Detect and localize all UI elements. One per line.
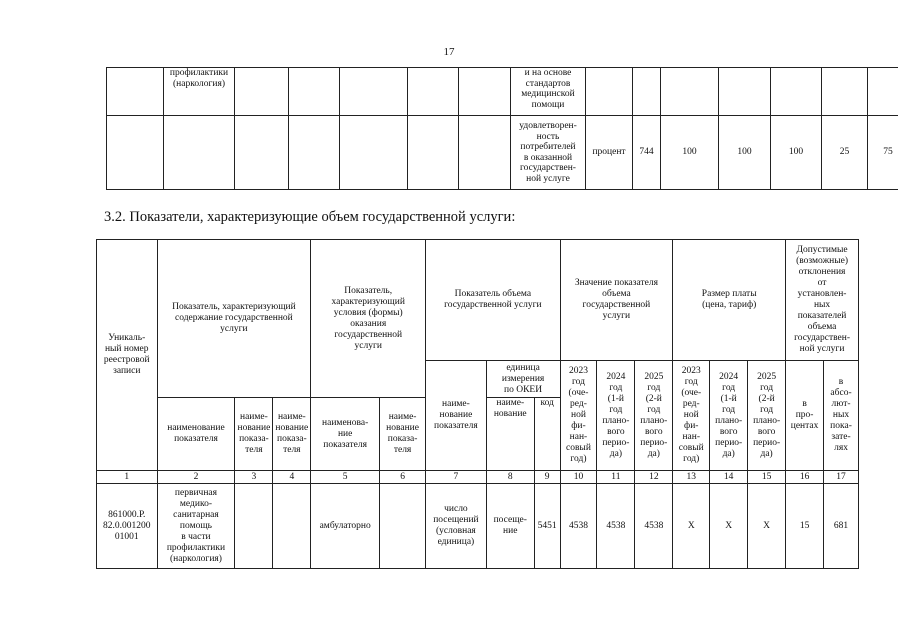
table-header-row bbox=[97, 240, 859, 361]
column-number: 13 bbox=[673, 471, 710, 484]
condition-cell: амбулаторно bbox=[311, 484, 380, 569]
unit-code-header: код bbox=[534, 398, 560, 471]
service-content-cell: профилактики (наркология) bbox=[164, 68, 235, 116]
unit-name-header: наиме- нование bbox=[486, 398, 534, 471]
indicator-cell: удовлетворен- ность потребителей в оказанной государствен- ной услуге bbox=[511, 116, 586, 190]
value-2024-cell: 4538 bbox=[597, 484, 635, 569]
table-row bbox=[97, 484, 859, 569]
registry-number-header: Уникаль- ный номер реестровой записи bbox=[97, 240, 158, 471]
deviation-absolute-cell: 75 bbox=[868, 116, 898, 190]
content-indicator-name-header-3: наиме- нование показа- теля bbox=[273, 398, 311, 471]
value-2023-cell: 4538 bbox=[560, 484, 597, 569]
content-indicator-name-header: наименование показателя bbox=[157, 398, 235, 471]
column-number: 12 bbox=[635, 471, 673, 484]
conditions-group-header: Показатель, характеризующий условия (формы) оказания государственной услуги bbox=[311, 240, 426, 398]
value-2025-cell: 100 bbox=[771, 116, 822, 190]
deviation-absolute-cell: 681 bbox=[824, 484, 859, 569]
column-number: 3 bbox=[235, 471, 273, 484]
unit-code-cell: 5451 bbox=[534, 484, 560, 569]
column-number: 11 bbox=[597, 471, 635, 484]
volume-group-header: Показатель объема государственной услуги bbox=[426, 240, 560, 361]
column-number: 7 bbox=[426, 471, 487, 484]
content-group-header: Показатель, характеризующий содержание государственной услуги bbox=[157, 240, 311, 398]
content-cell-2 bbox=[235, 484, 273, 569]
table-row bbox=[107, 68, 898, 116]
deviation-percent-header: в про- центах bbox=[786, 361, 824, 471]
column-number: 1 bbox=[97, 471, 158, 484]
fee-2023-cell: X bbox=[673, 484, 710, 569]
deviation-group-header: Допустимые (возможные) отклонения от установлен- ных показателей объема государствен- ной услуги bbox=[786, 240, 859, 361]
column-number: 9 bbox=[534, 471, 560, 484]
deviation-percent-cell: 15 bbox=[786, 484, 824, 569]
condition-cell-2 bbox=[380, 484, 426, 569]
deviation-percent-cell: 25 bbox=[822, 116, 868, 190]
column-number: 2 bbox=[157, 471, 235, 484]
column-number: 4 bbox=[273, 471, 311, 484]
indicator-cell: и на основе стандартов медицинской помощи bbox=[511, 68, 586, 116]
deviation-absolute-header: в абсо- лют- ных пока- зате- лях bbox=[824, 361, 859, 471]
value-2023-header: 2023 год (оче- ред- ной фи- нан- совый год) bbox=[560, 361, 597, 471]
fee-group-header: Размер платы (цена, тариф) bbox=[673, 240, 786, 361]
value-2025-header: 2025 год (2-й год плано- вого перио- да) bbox=[635, 361, 673, 471]
column-number: 16 bbox=[786, 471, 824, 484]
unit-name-cell: посеще- ние bbox=[486, 484, 534, 569]
value-2025-cell: 4538 bbox=[635, 484, 673, 569]
column-number: 15 bbox=[748, 471, 786, 484]
volume-indicators-table bbox=[96, 239, 859, 569]
value-group-header: Значение показателя объема государственной услуги bbox=[560, 240, 673, 361]
condition-indicator-name-header-2: наиме- нование показа- теля bbox=[380, 398, 426, 471]
section-heading: 3.2. Показатели, характеризующие объем государственной услуги: bbox=[104, 209, 516, 225]
value-2024-header: 2024 год (1-й год плано- вого перио- да) bbox=[597, 361, 635, 471]
column-number: 8 bbox=[486, 471, 534, 484]
table-row bbox=[107, 116, 898, 190]
unit-cell: процент bbox=[586, 116, 633, 190]
value-2024-cell: 100 bbox=[719, 116, 771, 190]
volume-indicator-name-header: наиме- нование показателя bbox=[426, 361, 487, 471]
column-number: 5 bbox=[311, 471, 380, 484]
condition-indicator-name-header: наименова- ние показателя bbox=[311, 398, 380, 471]
value-2023-cell: 100 bbox=[661, 116, 719, 190]
column-number: 17 bbox=[824, 471, 859, 484]
fee-2025-cell: X bbox=[748, 484, 786, 569]
fee-2024-cell: X bbox=[710, 484, 748, 569]
code-cell: 744 bbox=[633, 116, 661, 190]
unit-group-header: единица измерения по ОКЕИ bbox=[486, 361, 560, 398]
registry-number-cell: 861000.Р. 82.0.001200 01001 bbox=[97, 484, 158, 569]
service-content-cell: первичная медико- санитарная помощь в части профилактики (наркология) bbox=[157, 484, 235, 569]
column-number: 14 bbox=[710, 471, 748, 484]
fee-2023-header: 2023 год (оче- ред- ной фи- нан- совый год) bbox=[673, 361, 710, 471]
content-indicator-name-header-2: наиме- нование показа- теля bbox=[235, 398, 273, 471]
page-number: 17 bbox=[443, 46, 455, 58]
column-number-row bbox=[97, 471, 859, 484]
fee-2025-header: 2025 год (2-й год плано- вого перио- да) bbox=[748, 361, 786, 471]
quality-indicators-table-continuation bbox=[106, 67, 898, 190]
column-number: 10 bbox=[560, 471, 597, 484]
column-number: 6 bbox=[380, 471, 426, 484]
volume-indicator-cell: число посещений (условная единица) bbox=[426, 484, 487, 569]
content-cell-3 bbox=[273, 484, 311, 569]
fee-2024-header: 2024 год (1-й год плано- вого перио- да) bbox=[710, 361, 748, 471]
